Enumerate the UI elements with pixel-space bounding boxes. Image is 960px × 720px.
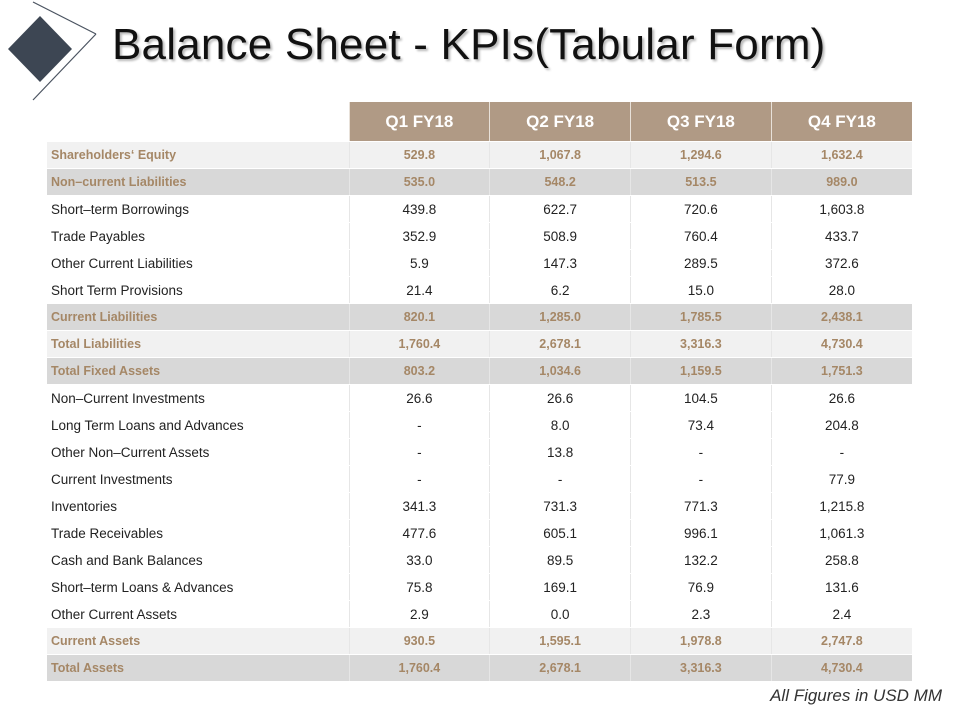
row-label: Cash and Bank Balances [47,547,349,574]
table-cell: 104.5 [631,385,772,412]
table-row [47,412,912,439]
table-cell: 1,067.8 [490,142,631,169]
table-cell: 76.9 [631,574,772,601]
table-row [47,196,912,223]
table-cell: 820.1 [349,304,490,331]
row-label: Inventories [47,493,349,520]
table-cell: 930.5 [349,628,490,655]
table-row [47,601,912,628]
units-footnote: All Figures in USD MM [770,686,942,705]
table-cell: 204.8 [771,412,912,439]
table-cell: 352.9 [349,223,490,250]
table-cell: 731.3 [490,493,631,520]
table-cell: 6.2 [490,277,631,304]
table-row [47,466,912,493]
table-cell: 803.2 [349,358,490,385]
table-cell: 2.9 [349,601,490,628]
table-cell: 2.3 [631,601,772,628]
row-label: Short–term Loans & Advances [47,574,349,601]
row-label: Current Liabilities [47,304,349,331]
table-cell: 548.2 [490,169,631,196]
table-cell: 1,285.0 [490,304,631,331]
row-label: Other Current Assets [47,601,349,628]
table-cell: 26.6 [771,385,912,412]
table-cell: 33.0 [349,547,490,574]
table-cell: 439.8 [349,196,490,223]
table-cell: 2.4 [771,601,912,628]
table-cell: - [490,466,631,493]
table-cell: 4,730.4 [771,331,912,358]
column-header: Q4 FY18 [771,102,912,142]
table-cell: 989.0 [771,169,912,196]
table-cell: 341.3 [349,493,490,520]
table-row [47,574,912,601]
table-cell: 1,595.1 [490,628,631,655]
table-row [47,358,912,385]
row-label: Shareholders‘ Equity [47,142,349,169]
balance-sheet-table [47,102,912,682]
table-cell: 1,215.8 [771,493,912,520]
table-cell: - [631,439,772,466]
row-label: Trade Receivables [47,520,349,547]
table-cell: 1,760.4 [349,331,490,358]
table-cell: 21.4 [349,277,490,304]
row-label: Current Investments [47,466,349,493]
table-cell: 622.7 [490,196,631,223]
table-cell: 1,034.6 [490,358,631,385]
table-cell: 508.9 [490,223,631,250]
row-label: Current Assets [47,628,349,655]
table-cell: - [631,466,772,493]
diamond-logo-icon [0,0,110,105]
table-row [47,520,912,547]
table-cell: - [349,439,490,466]
table-cell: 1,159.5 [631,358,772,385]
row-label: Other Current Liabilities [47,250,349,277]
table-cell: 4,730.4 [771,655,912,682]
table-cell: 2,678.1 [490,331,631,358]
table-cell: 147.3 [490,250,631,277]
table-row [47,493,912,520]
table-cell: 131.6 [771,574,912,601]
table-cell: 771.3 [631,493,772,520]
table-cell: 1,294.6 [631,142,772,169]
column-header: Q2 FY18 [490,102,631,142]
table-row [47,142,912,169]
table-row [47,223,912,250]
table-cell: 13.8 [490,439,631,466]
table-cell: 372.6 [771,250,912,277]
table-row [47,628,912,655]
table-row [47,277,912,304]
row-label: Non–current Liabilities [47,169,349,196]
table-cell: 5.9 [349,250,490,277]
table-cell: 433.7 [771,223,912,250]
table-cell: 77.9 [771,466,912,493]
row-label: Trade Payables [47,223,349,250]
table-cell: - [349,466,490,493]
table-cell: - [771,439,912,466]
column-header: Q1 FY18 [349,102,490,142]
table-cell: 2,747.8 [771,628,912,655]
table-cell: 513.5 [631,169,772,196]
table-cell: 1,061.3 [771,520,912,547]
table-cell: 8.0 [490,412,631,439]
table-cell: 720.6 [631,196,772,223]
table-cell: 1,751.3 [771,358,912,385]
row-label: Short–term Borrowings [47,196,349,223]
table-cell: 529.8 [349,142,490,169]
table-cell: 26.6 [349,385,490,412]
table-header-row [47,102,912,142]
table-cell: - [349,412,490,439]
table-cell: 75.8 [349,574,490,601]
table-row [47,655,912,682]
table-cell: 169.1 [490,574,631,601]
table-cell: 132.2 [631,547,772,574]
table-cell: 73.4 [631,412,772,439]
table-cell: 1,978.8 [631,628,772,655]
table-cell: 1,603.8 [771,196,912,223]
table-cell: 1,760.4 [349,655,490,682]
table-cell: 535.0 [349,169,490,196]
table-row [47,439,912,466]
table-cell: 3,316.3 [631,655,772,682]
row-label: Total Liabilities [47,331,349,358]
table-row [47,331,912,358]
table-row [47,304,912,331]
row-label: Other Non–Current Assets [47,439,349,466]
column-header: Q3 FY18 [631,102,772,142]
table-cell: 477.6 [349,520,490,547]
table-row [47,169,912,196]
table-cell: 89.5 [490,547,631,574]
table-row [47,385,912,412]
table-cell: 0.0 [490,601,631,628]
table-row [47,547,912,574]
table-row [47,250,912,277]
table-cell: 15.0 [631,277,772,304]
table-cell: 1,785.5 [631,304,772,331]
header-corner [47,102,349,142]
table-cell: 996.1 [631,520,772,547]
row-label: Non–Current Investments [47,385,349,412]
table-cell: 2,678.1 [490,655,631,682]
table-cell: 605.1 [490,520,631,547]
row-label: Short Term Provisions [47,277,349,304]
row-label: Total Assets [47,655,349,682]
table-cell: 258.8 [771,547,912,574]
table-cell: 289.5 [631,250,772,277]
row-label: Long Term Loans and Advances [47,412,349,439]
table-cell: 3,316.3 [631,331,772,358]
row-label: Total Fixed Assets [47,358,349,385]
table-cell: 28.0 [771,277,912,304]
table-cell: 2,438.1 [771,304,912,331]
table-cell: 1,632.4 [771,142,912,169]
table-cell: 26.6 [490,385,631,412]
page-title: Balance Sheet - KPIs(Tabular Form) [112,20,826,69]
table-cell: 760.4 [631,223,772,250]
